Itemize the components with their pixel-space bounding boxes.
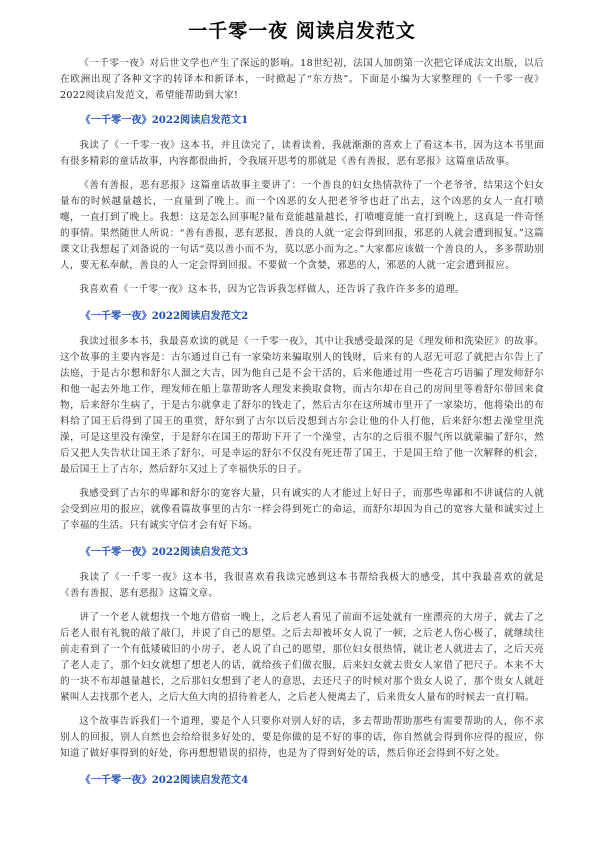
section-1-paragraph-3: 我喜欢看《一千零一夜》这本书，因为它告诉我怎样做人，还告诉了我许许多多的道理。 xyxy=(79,284,466,295)
intro-paragraph: 《一千零一夜》对后世文学也产生了深远的影响。18世纪初，法国人加朗第一次把它译成法文出版，以后在欧洲出现了各种文字的转译本和新译本，一时掀起了“东方热”。下面是小编为大家整理的《一千零一夜》2022阅读启发范文，希望能帮助到大家! xyxy=(60,58,544,101)
section-1-heading: 《一千零一夜》2022阅读启发范文1 xyxy=(80,114,249,126)
section-2-heading: 《一千零一夜》2022阅读启发范文2 xyxy=(80,310,249,322)
section-3-paragraph-3: 这个故事告诉我们一个道理，要是个人只要你对别人好的话，多去帮助帮助那些有需要帮助的人，你不求别人的回报，别人自然也会给给很多好处的，要是你做的是不好的事的话，你自然就会得到你应得的报应，你知道了做好事得到的好处，你再想想错误的招待，也是为了得到好处的话，然后你还会得到不好之处。 xyxy=(60,716,544,759)
section-2-paragraph-2: 我感受到了古尔的卑鄙和舒尔的宽容大量，只有诚实的人才能过上好日子，而那些卑鄙和不讲诚信的人就会受到应用的报应，就像看篇故事里的古尔一样会得到死亡的命运，而舒尔却因为自己的宽容大量和诚实过上了幸福的生活。只有诚实守信才会有好下场。 xyxy=(60,488,544,531)
section-4-heading: 《一千零一夜》2022阅读启发范文4 xyxy=(80,774,249,786)
section-1-paragraph-2: 《善有善报，恶有恶报》这篇童话故事主要讲了：一个善良的妇女热情款待了一个老爷爷，结果这个妇女量布的时候越量越长，一直量到了晚上。而一个凶恶的女人把老爷爷也赶了出去，这个凶恶的女人一直打喷嚏，一直打到了晚上。我想：这是怎么回事呢?量布竟能越量越长，打喷嚏竟能一直打到晚上，这真是一件奇怪的事情。果然随世人所说：“善有善报，恶有恶报，善良的人就一定会得到回报，邪恶的人就会遭到报复。”这篇课文让我想起了刘备说的一句话“莫以善小而不为，莫以恶小而为之。”大家都应该做一个善良的人，多多帮助别人，要无私奉献，善良的人一定会得到回报。不要做一个贪婪，邪恶的人，邪恶的人就一定会遭到报应。 xyxy=(60,180,544,271)
section-1-paragraph-1: 我读了《一千零一夜》这本书，并且读完了，读着读着，我就渐渐的喜欢上了看这本书，因为这本书里面有很多精彩的童话故事，内容都很曲折，令我展开思考的那就是《善有善报，恶有恶报》这篇童话故事。 xyxy=(60,140,544,167)
section-3-paragraph-2: 讲了一个老人就想找一个地方借宿一晚上，之后老人看见了前面不远处就有一座漂亮的大房子，就去了之后老人很有礼貌的敲了敲门，并说了自己的愿望。之后去却被坏女人说了一顿，之后老人伤心极了，就继续往前走看到了一个有低矮破旧的小房子，老人说了自己的愿望，那位妇女很热情，就让老人就进去了，之后天亮了老人走了，那个妇女就想了想老人的话，就给孩子们做衣服，后来妇女就去贵女人家借了把尺子。本来不大的一块不布却越量越长，之后那妇女想到了老人的意思，去还尺子的时候对那个贵女人说了，那个贵女人就赶紧叫人去找那个老人，之后大鱼大肉的招待着老人，之后老人便离去了，后来贵女人量布的时候去一直打嗝。 xyxy=(60,612,544,703)
section-3-heading: 《一千零一夜》2022阅读启发范文3 xyxy=(80,546,249,558)
section-3-paragraph-1: 我读了《一千零一夜》这本书，我很喜欢看我读完感到这本书帮给我极大的感受，其中我最喜欢的就是《善有善报，恶有恶报》这篇文章。 xyxy=(60,572,544,599)
section-2-paragraph-1: 我读过很多本书，我最喜欢读的就是《一千零一夜》，其中让我感受最深的是《理发师和洗染匠》的故事。这个故事的主要内容是：古尔通过自己有一家染坊来骗取别人的钱财，后来有的人忍无可忍了就把古尔告上了法庭，于是古尔想和舒尔人溜之大吉，因为他自己是不会干活的，后来他通过用一些花言巧语骗了理发师舒尔和他一起去外地工作，理发师在船上靠帮助客人理发来换取食物，而古尔却在自己的房间里等着舒尔带回来食物，后来舒尔生病了，于是古尔就拿走了舒尔的钱走了，然后古尔在这所城市里开了一家染坊，他将染出的布料给了国王后得到了国王的重赏，舒尔到了古尔以后没想到古尔会让他的仆人打他，后来舒尔想去澡堂里洗澡，可是这里没有澡堂，于是舒尔在国王的帮助下开了一个澡堂，古尔的之后很不服气所以就蒙骗了舒尔，然后又把人失告状让国王杀了舒尔，可是幸运的舒尔不仅没有死还帮了国王，于是国王给了他一次解释的机会，最后国王上了古尔，然后舒尔又过上了幸福快乐的日子。 xyxy=(60,336,544,475)
document-title: 一千零一夜 阅读启发范文 xyxy=(188,20,416,42)
